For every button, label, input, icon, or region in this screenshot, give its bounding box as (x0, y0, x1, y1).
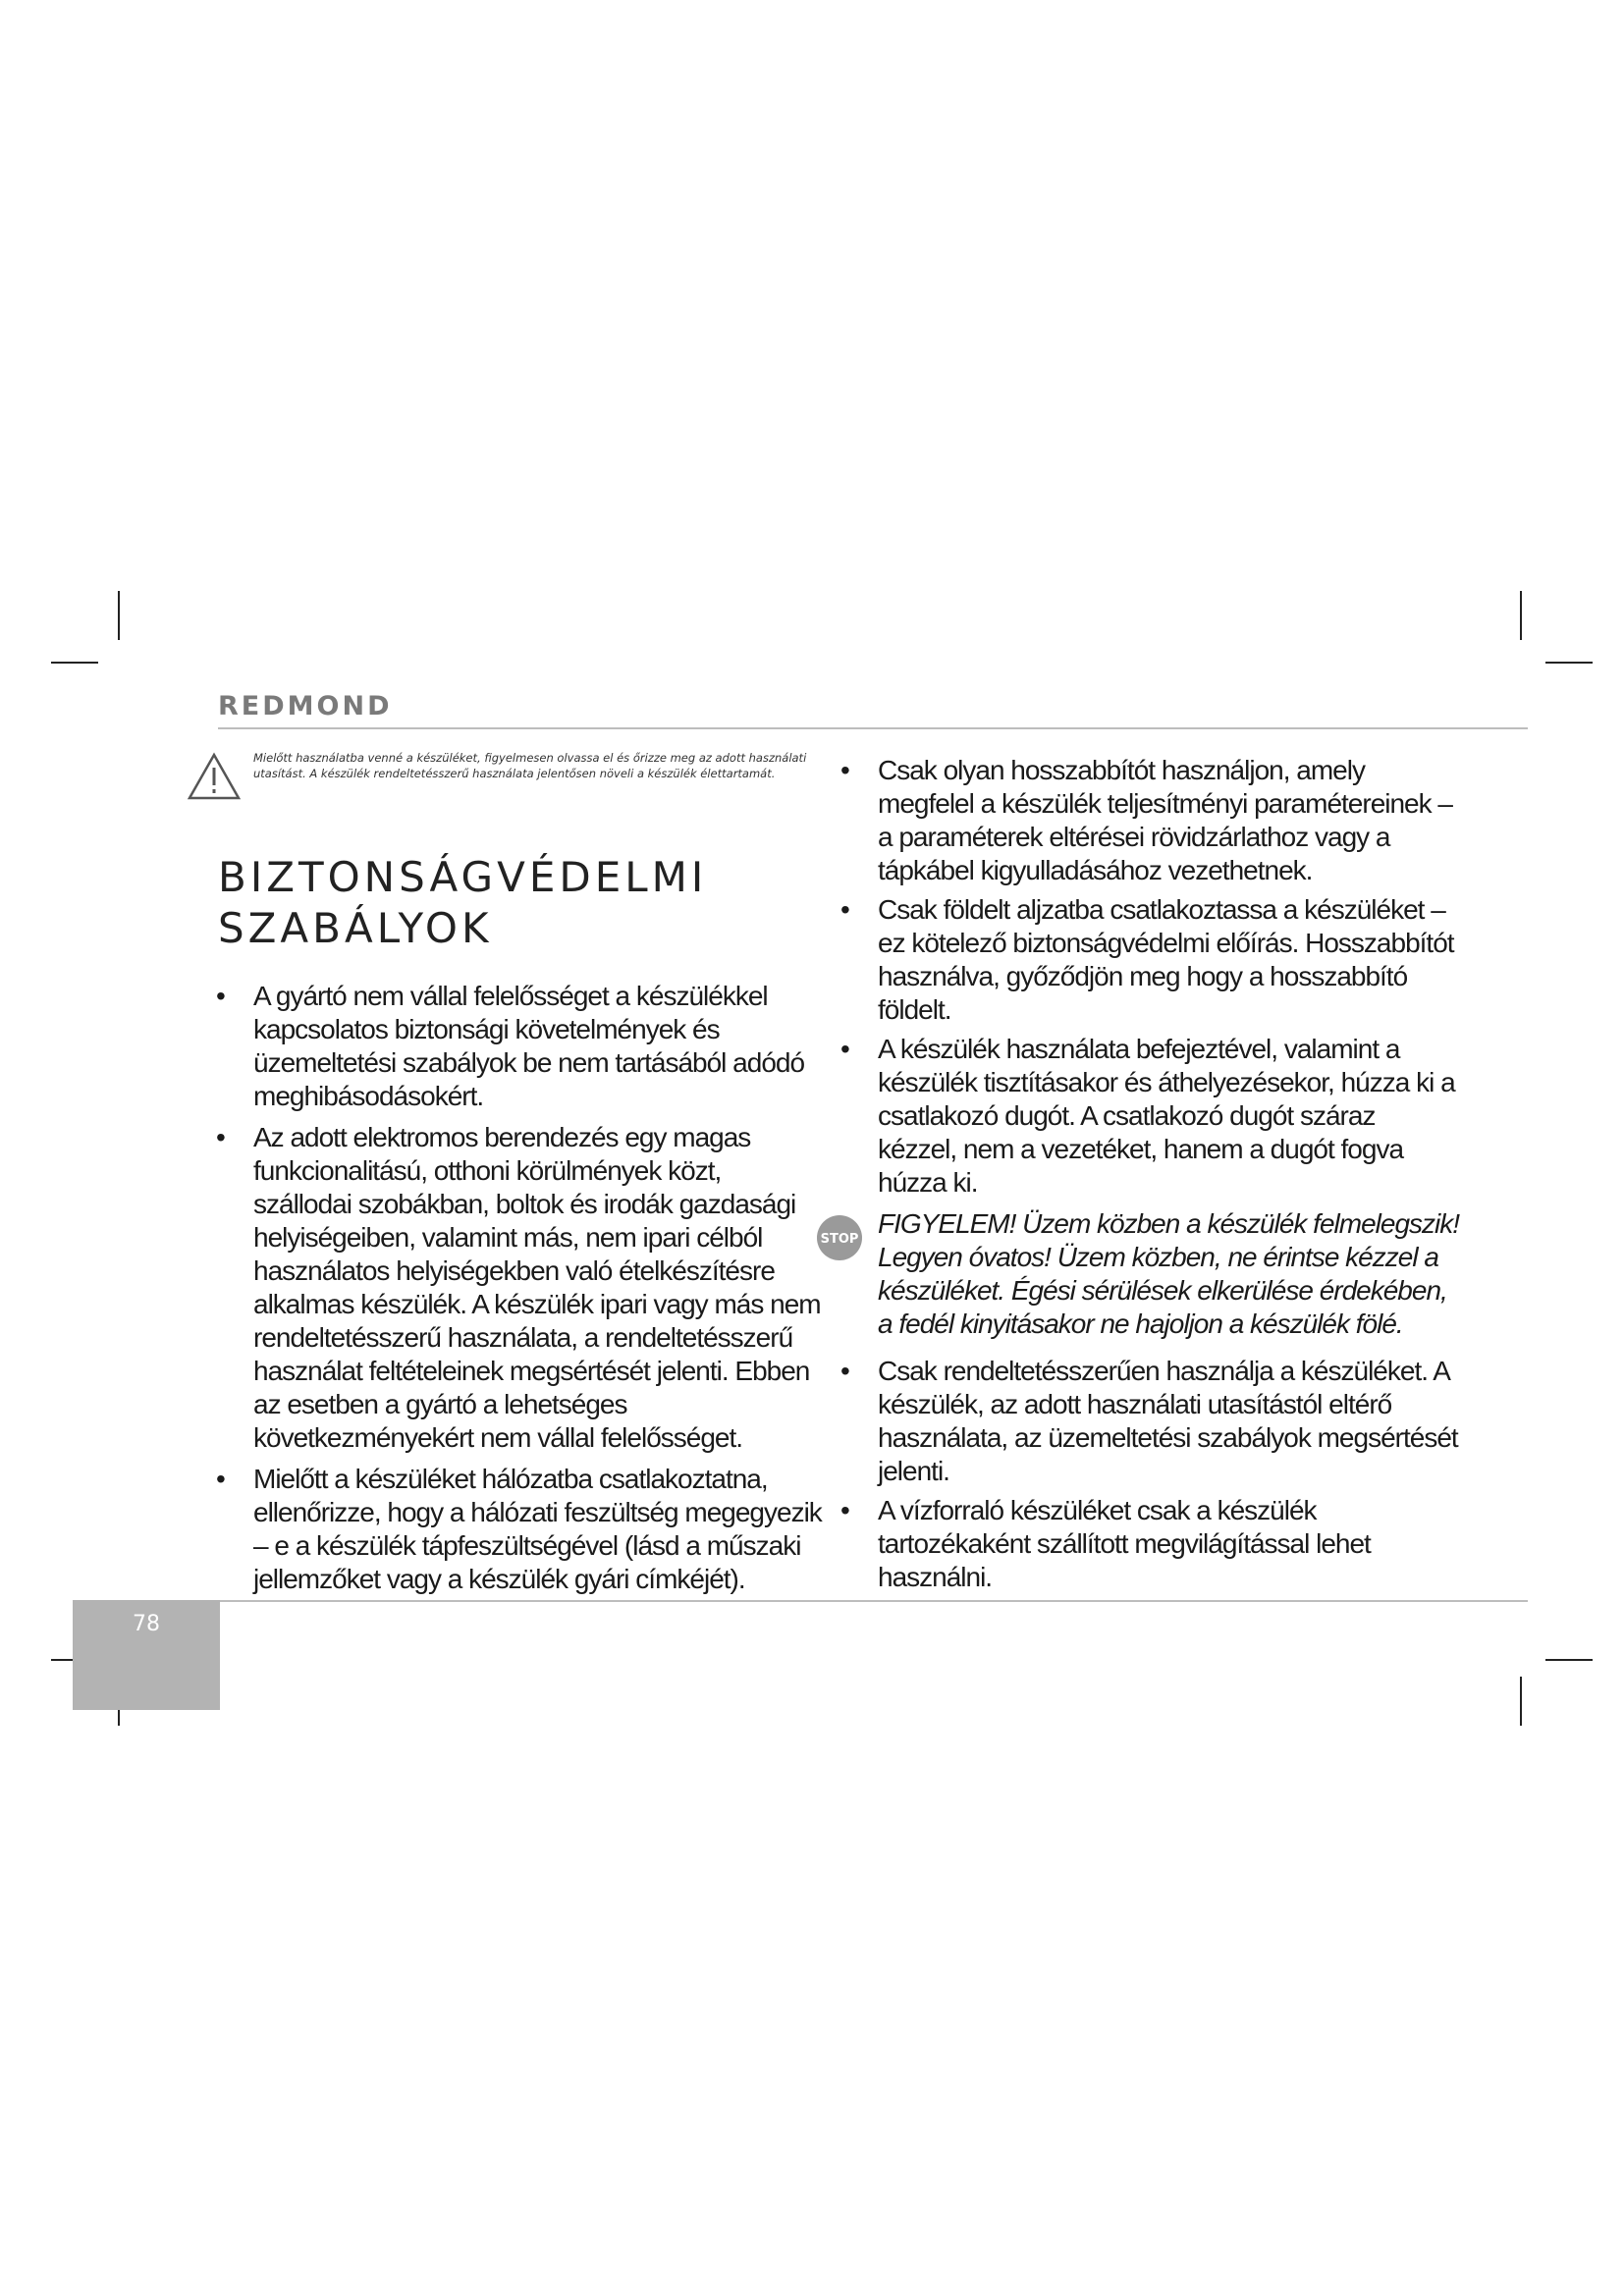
list-item-text: Mielőtt a készüléket hálózatba csatlakoztatna, ellenőrizze, hogy a hálózati feszültség megegyezik – e a készülék tápfeszültségével (lásd a műszaki jellemzőket vagy a készülék gyári címkéjét). (253, 1464, 822, 1594)
crop-mark-bottom-right-h (1545, 1659, 1593, 1661)
header-divider (218, 727, 1528, 729)
crop-mark-top-right-v (1520, 591, 1522, 640)
warning-triangle-icon (187, 752, 242, 801)
list-item-text: Csak rendeltetésszerűen használja a készüléket. A készülék, az adott használati utasítástól eltérő használata, az üzemeltetési szabályok megsértését jelenti. (878, 1356, 1458, 1486)
bullet-marker: • (840, 894, 849, 925)
stop-warning-text: FIGYELEM! Üzem közben a készülék felmelegszik! Legyen óvatos! Üzem közben, ne érintse kézzel a készüléket. Égési sérülések elkerülése érdekében, a fedél kinyitásakor ne hajoljon a készülék fölé. (878, 1208, 1460, 1339)
bullet-marker: • (840, 755, 849, 785)
list-item (187, 1463, 825, 1596)
warning-notice (187, 750, 825, 813)
title-line-1: BIZTONSÁGVÉDELMI (218, 853, 708, 901)
stop-sign-icon (815, 1213, 864, 1262)
right-bullet-list-top (831, 754, 1459, 1200)
list-item-text: Csak földelt aljzatba csatlakoztassa a készüléket – ez kötelező biztonságvédelmi előírás. Hosszabbítót használva, győződjön meg hogy a hosszabbító földelt. (878, 894, 1454, 1025)
title-line-2: SZABÁLYOK (218, 904, 493, 952)
list-item (187, 980, 825, 1113)
left-bullet-list (187, 980, 825, 1596)
warning-text: Mielőtt használatba venné a készüléket, figyelmesen olvassa el és őrizze meg az adott használati utasítást. A készülék rendeltetésszerű használata jelentősen növeli a készülék élettartamát. (253, 751, 807, 780)
list-item (187, 1121, 825, 1455)
stop-icon-label: STOP (820, 1232, 859, 1247)
list-item (831, 754, 1459, 887)
page-number-box (73, 1600, 220, 1710)
page-title (218, 852, 825, 954)
crop-mark-top-left-h (51, 662, 98, 664)
list-item-text: Csak olyan hosszabbítót használjon, amely megfelel a készülék teljesítményi paramétereinek – a paraméterek eltérései rövidzárlathoz vagy a tápkábel kigyulladásához vezethetnek. (878, 755, 1452, 885)
list-item-text: A gyártó nem vállal felelősséget a készülékkel kapcsolatos biztonsági követelmények és üzemeltetési szabályok be nem tartásából adódó meghibásodásokért. (253, 981, 805, 1111)
page-number: 78 (133, 1612, 160, 1636)
crop-mark-bottom-right-v (1520, 1677, 1522, 1726)
stop-warning (820, 1207, 1460, 1341)
bullet-marker: • (840, 1495, 849, 1525)
left-column (187, 750, 825, 1604)
list-item (831, 1494, 1459, 1594)
bullet-marker: • (840, 1034, 849, 1064)
list-item-text: A vízforraló készüléket csak a készülék tartozékaként szállított megvilágítással lehet használni. (878, 1495, 1371, 1592)
brand-logo: REDMOND (218, 691, 393, 721)
bullet-marker: • (216, 1464, 225, 1494)
list-item-text: Az adott elektromos berendezés egy magas funkcionalitású, otthoni körülmények közt, szállodai szobákban, boltok és irodák gazdasági helyiségeiben, valamint más, nem ipari célból használatos helyiségekben való ételkészítésre alkalmas készülék. A készülék ipari vagy más nem rendeltetésszerű használata, a rendeltetésszerű használat feltételeinek megsértését jelenti. Ebben az esetben a gyártó a lehetséges következményekért nem vállal felelősséget. (253, 1122, 821, 1453)
list-item (831, 1355, 1459, 1488)
crop-mark-top-left-v (118, 591, 120, 640)
list-item (831, 893, 1459, 1027)
right-bullet-list-bottom (831, 1355, 1459, 1594)
bullet-marker: • (216, 981, 225, 1011)
crop-mark-top-right-h (1545, 662, 1593, 664)
bullet-marker: • (216, 1122, 225, 1152)
footer-divider (218, 1600, 1528, 1602)
right-column (820, 754, 1460, 1600)
list-item (831, 1033, 1459, 1200)
bullet-marker: • (840, 1356, 849, 1386)
list-item-text: A készülék használata befejeztével, valamint a készülék tisztításakor és áthelyezésekor, húzza ki a csatlakozó dugót. A csatlakozó dugót száraz kézzel, nem a vezetéket, hanem a dugót fogva húzza ki. (878, 1034, 1455, 1198)
